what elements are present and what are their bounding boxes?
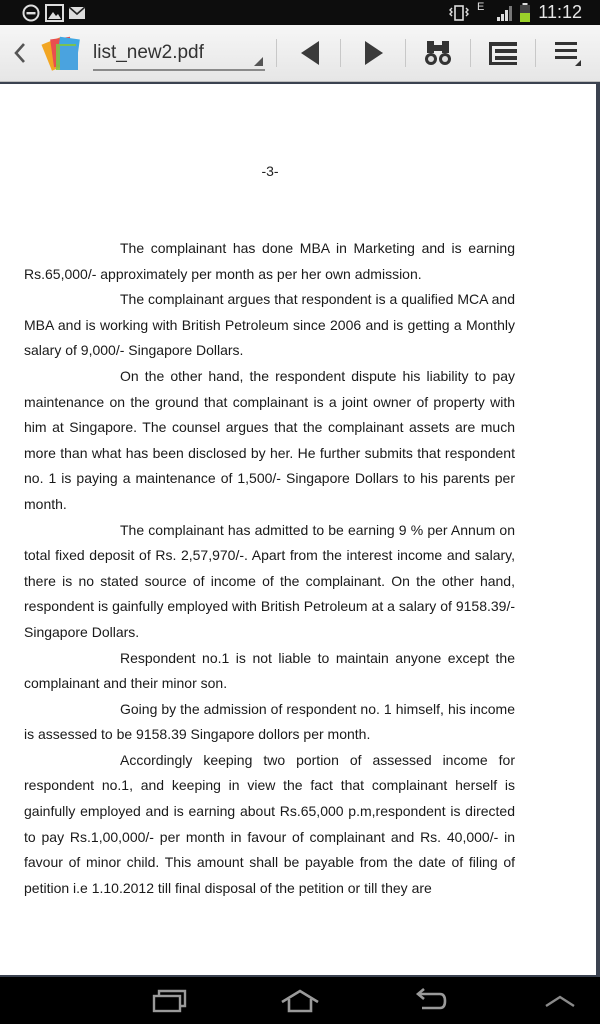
page-content (24, 236, 515, 901)
paragraph: Accordingly keeping two portion of assessed income for respondent no.1, and keeping in view the fact that complainant herself is gainfully employed and is earning about Rs.65,000 p.m,respondent is directed to pay Rs.1,00,000/- per month in favour of complainant and Rs. 40,000/- in favour of minor child. This amount shall be payable from the date of filing of petition i.e 1.10.2012 till final disposal of the petition or till they are (24, 751, 515, 896)
paragraph: Going by the admission of respondent no. 1 himself, his income is assessed to be 9158.39 Singapore dollors per month. (24, 700, 515, 743)
status-bar (0, 0, 600, 25)
toolbar (0, 25, 600, 82)
file-dropdown-icon (254, 57, 263, 66)
next-page-icon[interactable] (354, 25, 394, 81)
menu-icon[interactable] (548, 25, 588, 81)
outline-icon[interactable] (482, 25, 524, 81)
page-number: -3- (261, 163, 279, 179)
toolbar-divider (340, 39, 341, 67)
signal-icon (496, 4, 516, 27)
paragraph: The complainant has done MBA in Marketing and is earning Rs.65,000/- approximately per month as per her own admission. (24, 240, 515, 282)
chevron-up-icon[interactable] (535, 983, 585, 1019)
paragraph: The complainant argues that respondent is a qualified MCA and MBA and is working with British Petroleum since 2006 and is getting a Monthly salary of 9,000/- Singapore Dollars. (24, 291, 515, 359)
paragraph: Respondent no.1 is not liable to maintain anyone except the complainant and their minor son. (24, 649, 515, 692)
home-icon[interactable] (270, 983, 330, 1019)
image-icon (45, 4, 64, 27)
previous-page-icon[interactable] (290, 25, 330, 81)
status-time: 11:12 (538, 2, 582, 22)
toolbar-divider (470, 39, 471, 67)
find-icon[interactable] (418, 25, 458, 81)
back-icon[interactable] (6, 25, 34, 81)
network-type-icon (477, 1, 484, 13)
recent-apps-icon[interactable] (140, 983, 200, 1019)
toolbar-divider (535, 39, 536, 67)
back-nav-icon[interactable] (400, 983, 460, 1019)
paragraph: On the other hand, the respondent dispute his liability to pay maintenance on the ground that complainant is a joint owner of property with him at Singapore. The counsel argues that the complainant assets are much more than what has been disclosed by her. He further submits that respondent no. 1 is paying a maintenance of 1,500/- Singapore Dollars to his parents per month. (24, 367, 515, 512)
file-name-label: list_new2.pdf (93, 42, 204, 63)
pdf-page (0, 84, 596, 975)
toolbar-divider (276, 39, 277, 67)
navigation-bar (0, 977, 600, 1024)
document-viewer[interactable] (0, 82, 600, 977)
vibrate-icon (449, 4, 469, 27)
paragraph: The complainant has admitted to be earning 9 % per Annum on total fixed deposit of Rs. 2,57,970/-. Apart from the interest income and salary, there is no stated source of income of the complainant. On the other hand, respondent is gainfully employed with British Petroleum at a salary of 9158.39/- Singapore Dollars. (24, 521, 515, 640)
no-entry-icon (22, 4, 40, 27)
app-logo-icon[interactable] (38, 25, 86, 81)
network-type-label: E (477, 1, 485, 13)
mail-icon (68, 4, 86, 27)
file-name-dropdown[interactable] (93, 39, 265, 71)
toolbar-divider (405, 39, 406, 67)
